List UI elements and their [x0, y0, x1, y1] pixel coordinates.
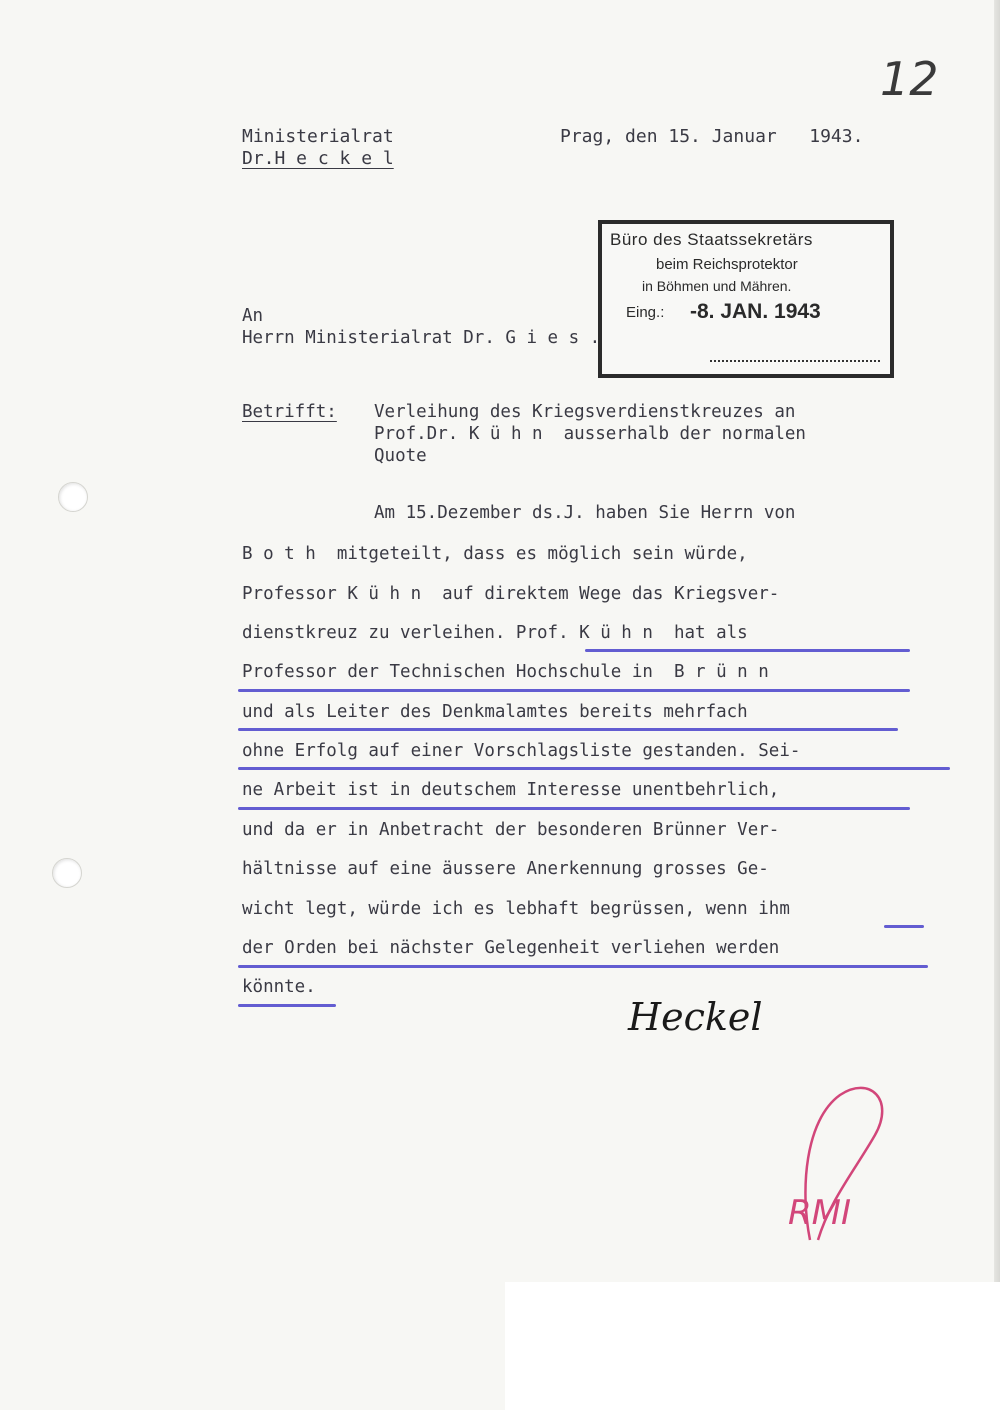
sender-title: Ministerialrat: [242, 126, 394, 147]
body-line-5: Professor der Technischen Hochschule in B r ü n n: [242, 662, 769, 682]
blue-underline: [238, 807, 910, 810]
stamp-received-label: Eing.:: [626, 304, 665, 321]
receipt-stamp: [598, 220, 894, 378]
blue-underline: [238, 689, 910, 692]
blue-underline: [585, 649, 910, 652]
body-line-8: ne Arbeit ist in deutschem Interesse unentbehrlich,: [242, 780, 780, 800]
red-pencil-mark: RMI: [788, 1193, 851, 1233]
blue-underline: [238, 767, 950, 770]
paper-bottom-strip: [0, 1282, 505, 1410]
stamp-line-1: Büro des Staatssekretärs: [610, 230, 813, 249]
recipient-to: An: [242, 306, 264, 326]
body-line-13: könnte.: [242, 977, 316, 997]
body-line-9: und da er in Anbetracht der besonderen Brünner Ver-: [242, 820, 780, 840]
subject-line-2: Prof.Dr. K ü h n ausserhalb der normalen: [374, 424, 806, 444]
body-line-12: der Orden bei nächster Gelegenheit verliehen werden: [242, 938, 780, 958]
subject-line-1: Verleihung des Kriegsverdienstkreuzes an: [374, 402, 796, 422]
body-line-1: Am 15.Dezember ds.J. haben Sie Herrn von: [374, 503, 796, 523]
punch-hole-bottom: [52, 858, 82, 888]
signature: Heckel: [628, 995, 763, 1039]
punch-hole-top: [58, 482, 88, 512]
body-line-7: ohne Erfolg auf einer Vorschlagsliste gestanden. Sei-: [242, 741, 801, 761]
subject-label: Betrifft:: [242, 402, 337, 422]
body-line-11: wicht legt, würde ich es lebhaft begrüssen, wenn ihm: [242, 899, 790, 919]
recipient-name: Herrn Ministerialrat Dr. G i e s .: [242, 328, 601, 348]
body-line-3: Professor K ü h n auf direktem Wege das Kriegsver-: [242, 584, 780, 604]
body-line-10: hältnisse auf eine äussere Anerkennung grosses Ge-: [242, 859, 769, 879]
handwritten-page-number: 12: [880, 52, 939, 106]
blue-underline: [884, 925, 924, 928]
red-pencil-loop: [770, 1080, 910, 1260]
body-line-6: und als Leiter des Denkmalamtes bereits mehrfach: [242, 702, 748, 722]
stamp-received-date: -8. JAN. 1943: [690, 300, 821, 323]
page-edge: [994, 0, 1000, 1282]
body-line-2: B o t h mitgeteilt, dass es möglich sein würde,: [242, 544, 748, 564]
subject-line-3: Quote: [374, 446, 427, 466]
place-date: Prag, den 15. Januar 1943.: [560, 126, 864, 147]
stamp-line-2: beim Reichsprotektor: [656, 256, 798, 273]
body-line-4: dienstkreuz zu verleihen. Prof. K ü h n hat als: [242, 623, 748, 643]
sender-name: Dr.H e c k e l: [242, 148, 394, 169]
stamp-line-3: in Böhmen und Mähren.: [642, 278, 792, 294]
blue-underline: [238, 1004, 336, 1007]
stamp-dotted-line: [710, 360, 880, 362]
blue-underline: [238, 728, 898, 731]
blue-underline: [238, 965, 928, 968]
